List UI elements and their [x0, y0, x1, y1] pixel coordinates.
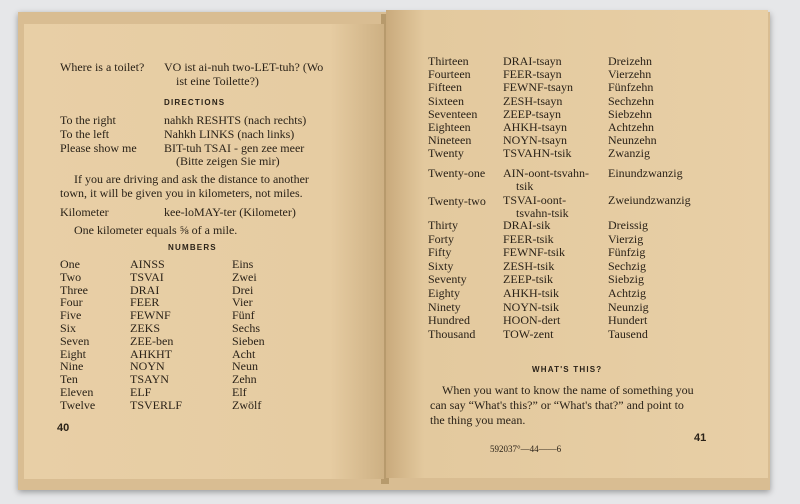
german-word: Vierzehn	[608, 67, 652, 82]
whats-this-line-1: When you want to know the name of something you	[442, 383, 694, 397]
pronunciation: NOYN-tsik	[503, 299, 559, 314]
english-word: Fifteen	[428, 80, 462, 95]
pronunciation: TSVAI	[130, 269, 164, 284]
pronunciation: BIT-tuh TSAI - gen zee meer	[164, 141, 305, 155]
pronunciation: TOW-zent	[503, 326, 554, 341]
german-word: Neun	[232, 359, 258, 374]
pronunciation: ZESH-tsik	[503, 258, 555, 273]
german-word: Eins	[232, 257, 254, 271]
whats-this-line-2: can say “What's this?” or “What's that?” and point to	[430, 398, 684, 412]
english-word: Seventeen	[428, 106, 478, 121]
english-word: Hundred	[428, 313, 470, 328]
pronunciation: nahkh RESHTS (nach rechts)	[164, 113, 307, 127]
english-word: Fourteen	[428, 67, 471, 82]
pronunciation: DRAI-tsayn	[503, 54, 562, 68]
german-word: Sechs	[232, 321, 260, 335]
toilet-question: Where is a toilet?	[60, 60, 145, 74]
whats-this-heading: WHAT'S THIS?	[532, 365, 603, 374]
twenty-two-en: Twenty-two	[428, 194, 486, 208]
german-word: Dreizehn	[608, 54, 652, 68]
pronunciation: ELF	[130, 385, 152, 399]
driving-line-1: If you are driving and ask the distance to another	[74, 172, 309, 186]
english-word: Nineteen	[428, 133, 472, 148]
english-word: Eighty	[428, 286, 460, 300]
german-word: Sechzig	[608, 258, 646, 273]
twenty-two-pron: TSVAI-oont-	[503, 193, 567, 207]
english-word: Please show me	[60, 141, 137, 155]
english-word: Ten	[60, 372, 78, 387]
twenty-one-pron: AIN-oont-tsvahn-	[503, 166, 589, 180]
print-code: 592037°—44——6	[490, 444, 562, 454]
english-word: Eleven	[60, 385, 94, 399]
german-word: Hundert	[608, 313, 648, 328]
german-word: Fünf	[232, 308, 255, 323]
german-word: Siebzehn	[608, 106, 652, 121]
pronunciation: NOYN-tsayn	[503, 133, 567, 148]
english-word: Six	[60, 321, 77, 335]
twenty-one-de: Einundzwanzig	[608, 166, 683, 180]
pronunciation: ZESH-tsayn	[503, 93, 563, 108]
german-word: Sieben	[232, 333, 265, 348]
english-word: Seven	[60, 333, 90, 348]
english-word: Four	[60, 295, 83, 310]
english-word: Five	[60, 308, 82, 323]
german-word: Neunzehn	[608, 133, 657, 148]
twenty-one-en: Twenty-one	[428, 166, 486, 180]
english-word: Thirteen	[428, 54, 469, 68]
pronunciation: Nahkh LINKS (nach links)	[164, 127, 295, 141]
driving-line-2: town, it will be given you in kilometers, not miles.	[60, 186, 303, 200]
pronunciation: AINSS	[130, 257, 165, 271]
english-word: Three	[60, 282, 88, 297]
pronunciation: TSVERLF	[130, 397, 183, 412]
english-word: Thousand	[428, 326, 476, 341]
pronunciation: TSAYN	[130, 372, 169, 387]
pronunciation: FEER-tsayn	[503, 67, 562, 82]
pronunciation: TSVAHN-tsik	[503, 146, 572, 161]
pronunciation: DRAI-sik	[503, 218, 551, 232]
kilometer-term: Kilometer	[60, 205, 109, 219]
numbers-heading: NUMBERS	[168, 243, 217, 252]
german-word: Zwei	[232, 269, 257, 284]
english-word: To the right	[60, 113, 116, 127]
pronunciation: AHKH-tsayn	[503, 120, 567, 134]
english-word: One	[60, 257, 80, 271]
english-word: Twelve	[60, 397, 96, 412]
german-word: Fünfzehn	[608, 80, 654, 95]
twenty-one-pron-cont: tsik	[516, 179, 534, 193]
pronunciation: AHKH-tsik	[503, 286, 559, 300]
german-word: Zwanzig	[608, 146, 650, 161]
pronunciation: DRAI	[130, 282, 160, 297]
german-word: Vierzig	[608, 231, 644, 246]
directions-heading: DIRECTIONS	[164, 98, 226, 107]
english-word: Eighteen	[428, 120, 471, 134]
german-word: Elf	[232, 385, 247, 399]
pronunciation: ZEKS	[130, 321, 160, 335]
kilometer-pronunciation: kee-loMAY-ter (Kilometer)	[164, 205, 296, 219]
page-number-left: 40	[57, 422, 70, 434]
english-word: Two	[60, 269, 82, 284]
pronunciation: ZEE-ben	[130, 333, 174, 348]
directions-cont: (Bitte zeigen Sie mir)	[176, 154, 280, 168]
german-word: Zwölf	[232, 397, 262, 412]
whats-this-line-3: the thing you mean.	[430, 413, 526, 427]
pronunciation: AHKHT	[130, 346, 172, 361]
english-word: Fifty	[428, 245, 452, 260]
kilometer-note: One kilometer equals ⅝ of a mile.	[74, 223, 238, 237]
twenty-two-pron-cont: tsvahn-tsik	[516, 206, 569, 220]
left-page	[24, 24, 384, 479]
pronunciation: NOYN	[130, 359, 165, 374]
english-word: To the left	[60, 127, 110, 141]
german-word: Fünfzig	[608, 245, 646, 260]
english-word: Sixteen	[428, 93, 464, 108]
german-word: Acht	[232, 346, 256, 361]
german-word: Drei	[232, 282, 254, 297]
german-word: Zehn	[232, 372, 257, 387]
english-word: Nine	[60, 359, 84, 374]
english-word: Seventy	[428, 272, 467, 287]
pronunciation: FEWNF-tsayn	[503, 80, 573, 95]
pronunciation: FEER	[130, 295, 160, 310]
page-number-right: 41	[694, 432, 707, 444]
german-word: Tausend	[608, 326, 648, 341]
english-word: Eight	[60, 346, 86, 361]
pronunciation: FEER-tsik	[503, 231, 554, 246]
english-word: Thirty	[428, 218, 458, 232]
german-word: Vier	[232, 295, 253, 310]
german-word: Achtzehn	[608, 120, 654, 134]
pronunciation: FEWNF-tsik	[503, 245, 566, 260]
pronunciation: ZEEP-tsayn	[503, 106, 561, 121]
english-word: Forty	[428, 231, 455, 246]
german-word: Siebzig	[608, 272, 644, 287]
english-word: Ninety	[428, 299, 461, 314]
pronunciation: HOON-dert	[503, 313, 561, 328]
toilet-pronunciation: VO ist ai-nuh two-LET-tuh? (Wo	[164, 60, 324, 74]
german-word: Sechzehn	[608, 93, 654, 108]
right-page	[386, 10, 768, 478]
german-word: Dreissig	[608, 218, 648, 232]
twenty-two-de: Zweiundzwanzig	[608, 193, 691, 207]
pronunciation: FEWNF	[130, 308, 171, 323]
english-word: Twenty	[428, 146, 464, 161]
toilet-pronunciation-cont: ist eine Toilette?)	[176, 74, 259, 88]
german-word: Achtzig	[608, 286, 646, 300]
pronunciation: ZEEP-tsik	[503, 272, 553, 287]
german-word: Neunzig	[608, 299, 649, 314]
english-word: Sixty	[428, 258, 454, 273]
